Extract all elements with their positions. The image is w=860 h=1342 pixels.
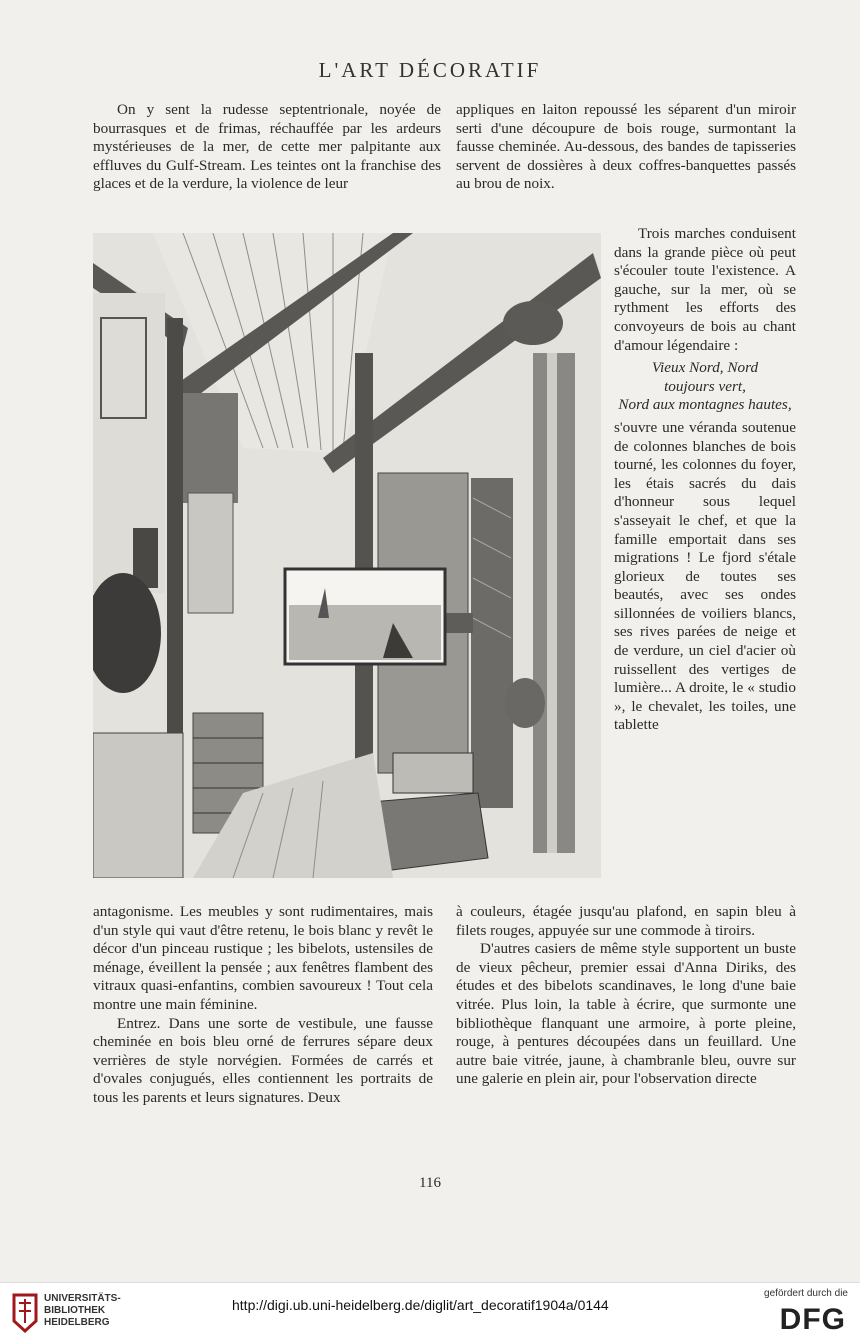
poem-line: Nord aux montagnes hautes, (618, 396, 792, 414)
paragraph: Trois marches conduisent dans la grande pièce où peut s'écouler toute l'existence. A gauche, sur la mer, où se rythment les efforts des convoyeurs de bois au chant d'amour légendaire : (614, 225, 796, 354)
source-url-link[interactable]: http://digi.ub.uni-heidelberg.de/diglit/art_decoratif1904a/0144 (232, 1297, 609, 1313)
page-title: L'ART DÉCORATIF (318, 58, 542, 82)
poem-line: Vieux Nord, Nord (651, 359, 759, 377)
studio-interior-illustration (93, 233, 601, 878)
paragraph: D'autres casiers de même style supportent un buste de vieux pêcheur, premier essai d'Anna Diriks, des études et des bibelots scandinaves, le long d'une baie vitrée. Plus loin, la table à écrire, que surmonte une bibliothèque flanquant une armoire, à porte pleine, rouge, à pentures découpées dans un feuillard. Une autre baie vitrée, jaune, à chambranle bleu, ouvre sur une galerie en plein air, pour l'observation directe (456, 940, 796, 1088)
text-bottom-right (456, 903, 796, 1089)
text-side-column (614, 225, 796, 735)
paragraph: appliques en laiton repoussé les séparent d'un miroir serti d'une découpure de bois rouge, surmontant la fausse cheminée. Au-dessous, des bandes de tapisseries servent de dossières à deux coffres-banquettes passés au brou de noix. (456, 101, 796, 193)
paragraph: On y sent la rudesse septentrionale, noyée de bourrasques et de frimas, réchauffée par les ardeurs mystérieuses de la mer, de cette mer palpitante aux effluves du Gulf-Stream. Les teintes ont la franchise des glaces et de la verdure, la violence de leur (93, 101, 441, 193)
page-number: 116 (419, 1175, 441, 1191)
paragraph: s'ouvre une véranda soutenue de colonnes blanches de bois tourné, les colonnes du foyer, les étais sacrés du dais d'honneur sous lequel s'asseyait le chef, et que la famille emportait dans ses migrations ! Le fjord s'étale glorieux de toutes ses beautés, avec ses ondes sillonnées de voiliers blancs, ses rives parées de neige et de verdure, un ciel d'acier où ruissellent des vertiges de lumière... A droite, le « studio », le chevalet, les toiles, une tablette (614, 418, 796, 734)
library-name-line: HEIDELBERG (44, 1317, 110, 1328)
text-top-left (93, 101, 441, 194)
text-bottom-left (93, 903, 433, 1108)
paragraph: Entrez. Dans une sorte de vestibule, une fausse cheminée en bois bleu orné de ferrures sépare deux verrières de style norvégien. Formées de carrés et d'ovales conjugués, elles contiennent les portraits de tous les parents et leurs signatures. Deux (93, 1014, 433, 1106)
poem-quote (614, 359, 796, 415)
library-name (44, 1293, 121, 1329)
funded-by-label: gefördert durch die (764, 1288, 848, 1299)
paragraph: à couleurs, étagée jusqu'au plafond, en sapin bleu à filets rouges, appuyée sur une commode à tiroirs. (456, 903, 796, 939)
poem-line: toujours vert, (664, 377, 746, 395)
library-name-line: UNIVERSITÄTS- (44, 1293, 121, 1304)
paragraph: antagonisme. Les meubles y sont rudimentaires, mais d'un style qui vaut d'être retenu, le bois blanc y revêt le décor d'un pinceau rustique ; les bibelots, ustensiles de ménage, éveillent la pensée ; aux fenêtres flambent des vitraux quasi-enfantins, combien savoureux ! Tout cela montre une main féminine. (93, 903, 433, 1013)
dfg-logo: DFG (779, 1303, 846, 1336)
university-seal-icon (10, 1291, 40, 1335)
library-name-line: BIBLIOTHEK (44, 1305, 106, 1316)
footer-bar (0, 1282, 860, 1342)
studio-drawing (93, 233, 601, 878)
text-top-right (456, 101, 796, 194)
